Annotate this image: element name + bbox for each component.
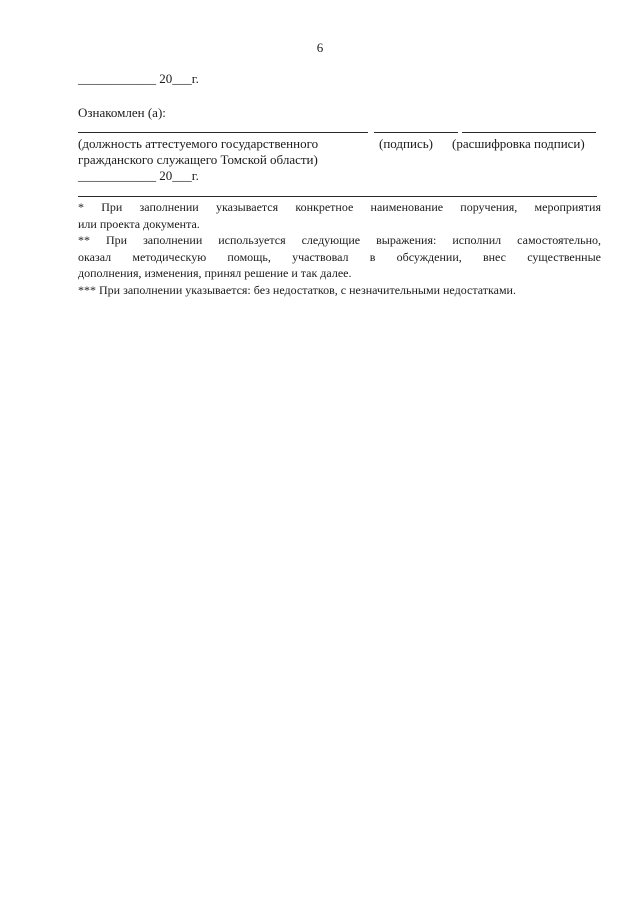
caption-signature: (подпись)	[379, 136, 433, 151]
footnote-1-line-2: или проекта документа.	[78, 216, 200, 231]
footnotes	[78, 200, 601, 299]
footnote-1-line-1: * При заполнении указывается конкретное наименование поручения, мероприятия	[78, 200, 601, 214]
caption-position-line-2: гражданского служащего Томской области)	[78, 152, 318, 167]
caption-position-line-1: (должность аттестуемого государственного	[78, 136, 319, 151]
date-line: ____________ 20___г.	[78, 71, 199, 86]
caption-decoding: (расшифровка подписи)	[452, 136, 585, 151]
page-number: 6	[316, 40, 324, 55]
decoding-blank-line	[462, 132, 596, 133]
footnote-separator	[78, 196, 597, 197]
footnote-2-line-3: дополнения, изменения, принял решение и так далее.	[78, 266, 352, 280]
position-blank-line	[78, 132, 368, 133]
footnote-2-line-2: оказал методическую помощь, участвовал в обсуждении, внес существенные	[78, 249, 601, 264]
acquainted-label: Ознакомлен (а):	[78, 105, 166, 120]
footnote-2-line-1: ** При заполнении используется следующие выражения: исполнил самостоятельно,	[78, 233, 601, 247]
signature-blank-line	[374, 132, 458, 133]
date-line-2: ____________ 20___г.	[78, 168, 199, 183]
footnote-3-line-1: *** При заполнении указывается: без недостатков, с незначительными недостатками.	[78, 282, 516, 297]
